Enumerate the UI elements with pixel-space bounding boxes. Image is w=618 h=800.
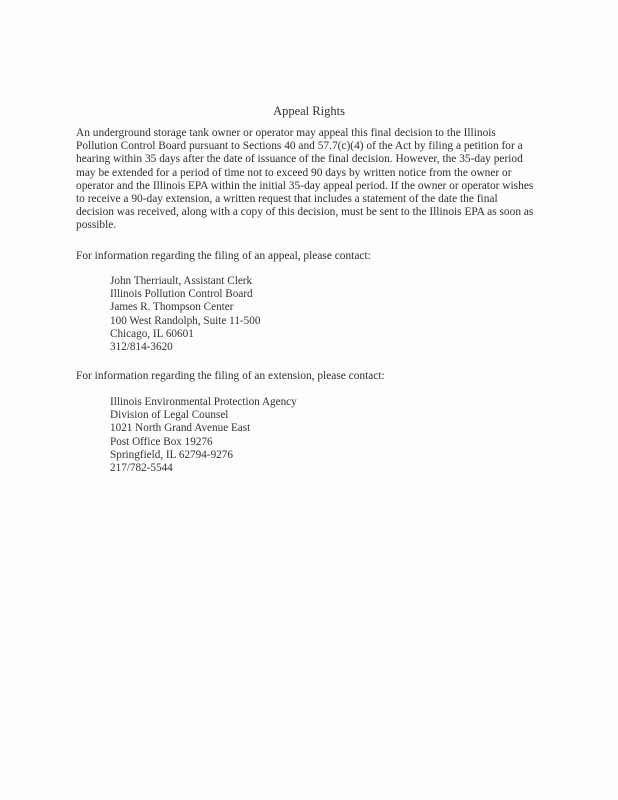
address-line: John Therriault, Assistant Clerk xyxy=(110,275,253,287)
address-line: Illinois Environmental Protection Agency xyxy=(110,396,297,408)
address-line: Division of Legal Counsel xyxy=(110,409,229,422)
document-title: Appeal Rights xyxy=(273,104,345,118)
address-line: Springfield, IL 62794-9276 xyxy=(110,448,233,461)
address-line: 1021 North Grand Avenue East xyxy=(110,422,251,435)
address-line: 100 West Randolph, Suite 11-500 xyxy=(110,314,261,327)
address-line: James R. Thompson Center xyxy=(110,301,234,314)
address-line: Post Office Box 19276 xyxy=(110,435,213,448)
appeal-rights-paragraph: An underground storage tank owner or operator may appeal this final decision to the Illinois Pollution Control Board pursuant to Sections 40 and 57.7(c)(4) of the Act by filing a petition for a hearing within 35 days after the date of issuance of the final decision. However, the 35-day period may be extended for a period of time not to exceed 90 days by written notice from the owner or operator and the Illinois EPA within the initial 35-day appeal period. If the owner or operator wishes to receive a 90-day extension, a written request that includes a statement of the date the final decision was received, along with a copy of this decision, must be sent to the Illinois EPA as soon as possible. xyxy=(76,127,534,232)
appeal-contact-address xyxy=(110,275,260,354)
appeal-contact-intro: For information regarding the filing of an appeal, please contact: xyxy=(76,250,371,262)
address-line: Illinois Pollution Control Board xyxy=(110,288,253,301)
address-line: Chicago, IL 60601 xyxy=(110,327,194,340)
extension-contact-address xyxy=(110,396,297,475)
phone-line: 217/782-5544 xyxy=(110,462,173,475)
phone-line: 312/814-3620 xyxy=(110,341,173,354)
extension-contact-intro: For information regarding the filing of an extension, please contact: xyxy=(76,370,385,382)
